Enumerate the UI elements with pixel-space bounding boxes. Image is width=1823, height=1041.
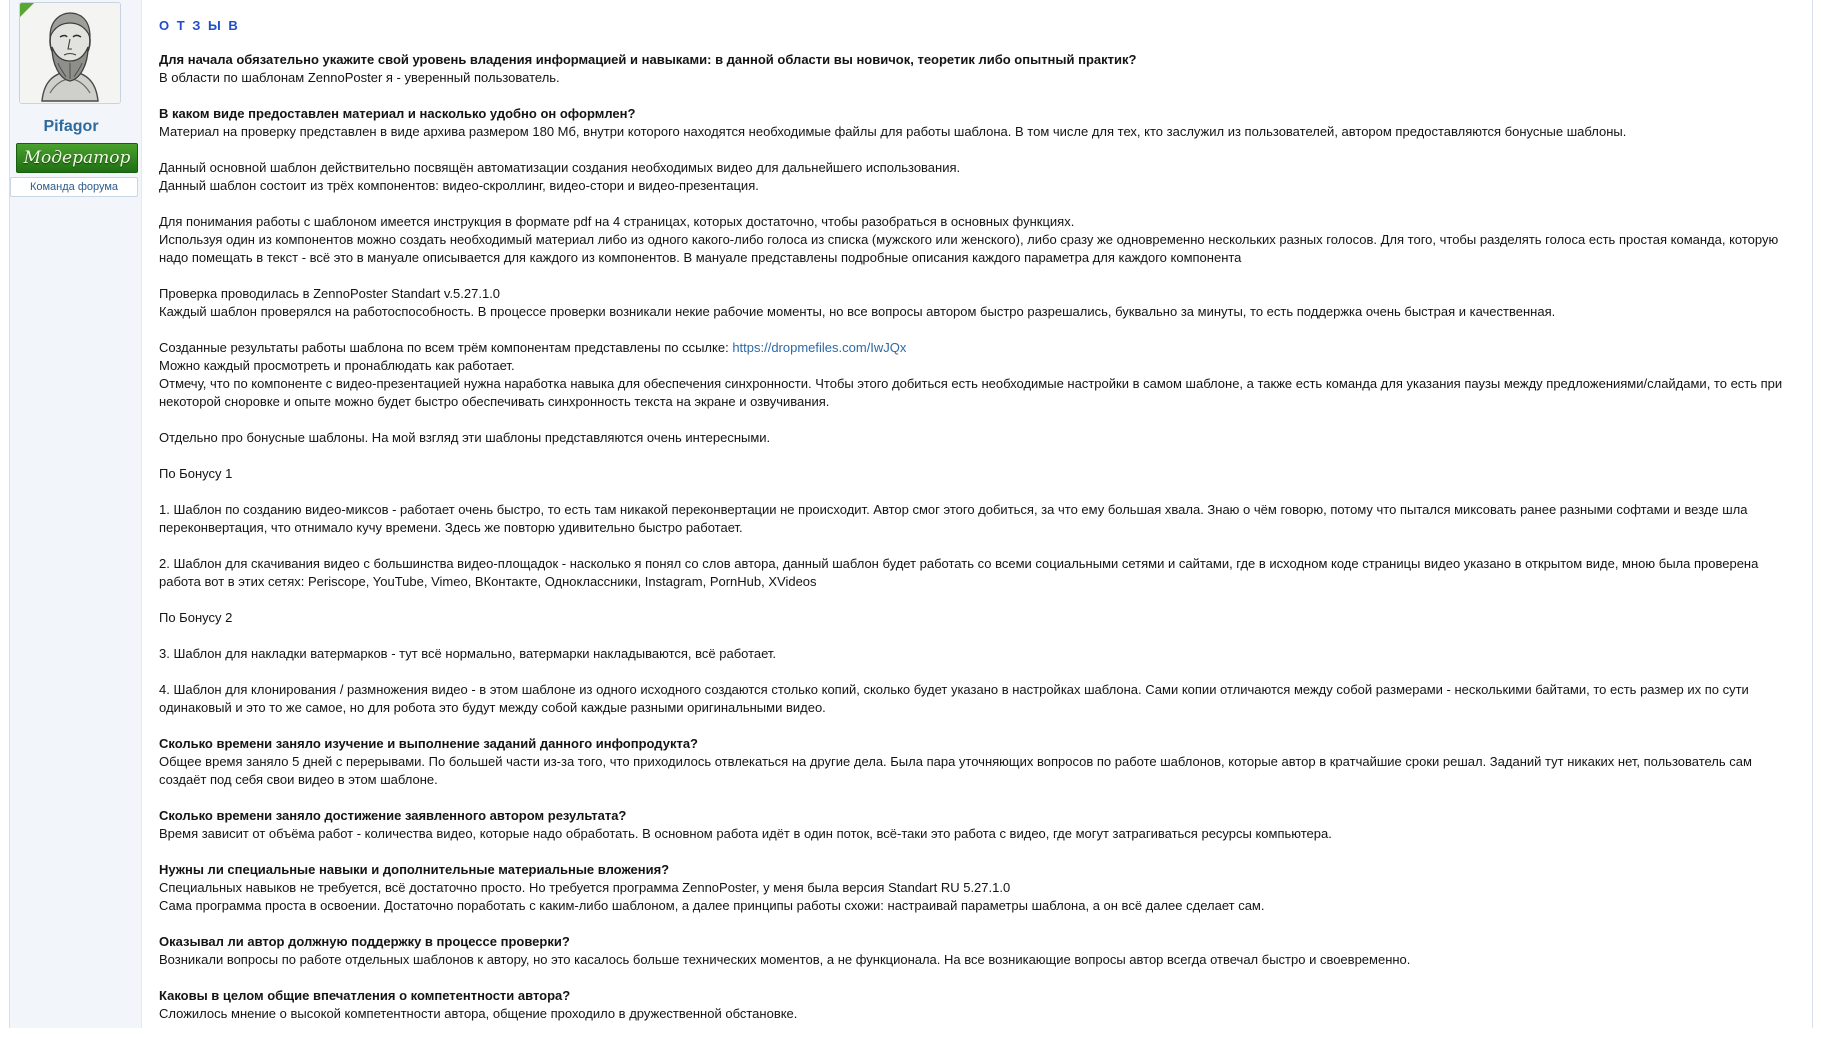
group-badge: Команда форума bbox=[10, 177, 138, 197]
page-right-border bbox=[1812, 0, 1813, 1028]
text-line: Каждый шаблон проверялся на работоспособность. В процессе проверки возникали некие рабочие моменты, но все вопросы автором быстро разрешались, буквально за минуты, то есть поддержка очень быстрая и качественная. bbox=[159, 304, 1556, 319]
answer-text: Материал на проверку представлен в виде архива размером 180 Мб, внутри которого находятся необходимые файлы для работы шаблона. В том числе для тех, кто заслужил из пользователей, автором предоставляются бонусные шаблоны. bbox=[159, 124, 1627, 139]
text-line: 2. Шаблон для скачивания видео с большинства видео-площадок - насколько я понял со слов автора, данный шаблон будет работать со всеми социальными сетями и сайтами, где в исходном коде страницы видео указано в открытом виде, мною была проверена работа вот в этих сетях: Periscope, YouTube, Vimeo, ВКонтакте, Одноклассники, Instagram, PornHub, XVideos bbox=[159, 556, 1759, 589]
text-line: Проверка проводилась в ZennoPoster Standart v.5.27.1.0 bbox=[159, 286, 501, 301]
question-text: Каковы в целом общие впечатления о компетентности автора? bbox=[159, 988, 571, 1003]
post-body bbox=[159, 14, 1789, 1041]
text-line: Для понимания работы с шаблоном имеется инструкция в формате pdf на 4 страницах, которых достаточно, чтобы разобраться в основных функциях. bbox=[159, 214, 1075, 229]
text-line: По Бонусу 1 bbox=[159, 466, 233, 481]
text-line: 4. Шаблон для клонирования / размножения видео - в этом шаблоне из одного исходного создаются столько копий, сколько будет указано в настройках шаблона. Сами копии отличаются между собой размерами - несколькими байтами, то есть размер их по сути одинаковый и это то же самое, но для робота это будут между собой каждые разными оригинальными видео. bbox=[159, 682, 1749, 715]
question-text: Сколько времени заняло изучение и выполнение заданий данного инфопродукта? bbox=[159, 736, 698, 751]
text-line: Отмечу, что по компоненте с видео-презентацией нужна наработка навыка для обеспечения синхронности. Чтобы этого добиться есть необходимые настройки в самом шаблоне, а также есть команда для указания паузы между предложениями/слайдами, то есть при некоторой сноровке и опыте можно будет быстро обеспечивать синхронность текста на экране и озвучивания. bbox=[159, 376, 1783, 409]
qa-result-time bbox=[159, 807, 1789, 843]
role-banner: Модератор bbox=[16, 143, 138, 173]
philosopher-bust-icon bbox=[20, 3, 120, 103]
question-text: Оказывал ли автор должную поддержку в процессе проверки? bbox=[159, 934, 570, 949]
answer-text: В области по шаблонам ZennoPoster я - уверенный пользователь. bbox=[159, 70, 560, 85]
question-text: Нужны ли специальные навыки и дополнительные материальные вложения? bbox=[159, 862, 670, 877]
post-title: О Т З Ы В bbox=[159, 18, 240, 33]
qa-level bbox=[159, 51, 1789, 87]
text-line: 1. Шаблон по созданию видео-миксов - работает очень быстро, то есть там никакой переконвертации не происходит. Автор смог этого добиться, за что ему большая хвала. Знаю о чём говорю, потому что пытался миксовать ранее разными софтами и везде шла переконвертация, что отнимало кучу времени. Здесь же повторю удивительно быстро работает. bbox=[159, 502, 1748, 535]
paragraph-instruction bbox=[159, 213, 1789, 267]
avatar-status-corner bbox=[20, 3, 34, 17]
qa-impressions bbox=[159, 987, 1789, 1023]
text-line: Используя один из компонентов можно создать необходимый материал либо из одного какого-либо голоса из списка (мужского или женского), либо сразу же одновременно нескольких разных голосов. Для того, чтобы разделять голоса есть простая команда, которую надо помещать в текст - всё это в мануале описывается для каждого из компонентов. В мануале представлены подробные описания каждого параметра для каждого компонента bbox=[159, 232, 1779, 265]
paragraph-testing bbox=[159, 285, 1789, 321]
bonus2-heading bbox=[159, 609, 1789, 627]
results-link[interactable]: https://dropmefiles.com/IwJQx bbox=[732, 340, 907, 355]
qa-support bbox=[159, 933, 1789, 969]
paragraph-results bbox=[159, 339, 1789, 411]
answer-text: Сама программа проста в освоении. Достаточно поработать с каким-либо шаблоном, а далее принципы работы схожи: настраивай параметры шаблона, а он всё далее сделает сам. bbox=[159, 898, 1265, 913]
qa-material bbox=[159, 105, 1789, 141]
answer-text: Возникали вопросы по работе отдельных шаблонов к автору, но это касалось больше технических моментов, а не функционала. На все возникающие вопросы автор всегда отвечал быстро и своевременно. bbox=[159, 952, 1411, 967]
answer-text: Время зависит от объёма работ - количества видео, которые надо обработать. В основном работа идёт в один поток, всё-таки это работа с видео, где могут затрагиваться ресурсы компьютера. bbox=[159, 826, 1332, 841]
avatar[interactable] bbox=[19, 2, 121, 104]
author-username[interactable]: Pifagor bbox=[43, 118, 99, 135]
question-text: В каком виде предоставлен материал и насколько удобно он оформлен? bbox=[159, 106, 636, 121]
text-line: Отдельно про бонусные шаблоны. На мой взгляд эти шаблоны представляются очень интересными. bbox=[159, 430, 771, 445]
paragraph-bonus-intro bbox=[159, 429, 1789, 447]
qa-skills bbox=[159, 861, 1789, 915]
bonus2-item-3 bbox=[159, 645, 1789, 663]
bonus1-heading bbox=[159, 465, 1789, 483]
answer-text: Специальных навыков не требуется, всё достаточно просто. Но требуется программа ZennoPoster, у меня была версия Standart RU 5.27.1.0 bbox=[159, 880, 1011, 895]
paragraph-template-overview bbox=[159, 159, 1789, 195]
qa-time-spent bbox=[159, 735, 1789, 789]
answer-text: Общее время заняло 5 дней с перерывами. По большей части из-за того, что приходилось отвлекаться на другие дела. Была пара уточняющих вопросов по работе шаблонов, которые автор в кратчайшие сроки решал. Заданий тут никаких нет, пользователь сам создаёт под себя свои видео в этом шаблоне. bbox=[159, 754, 1752, 787]
text-line bbox=[159, 339, 1789, 357]
bonus1-item-2 bbox=[159, 555, 1789, 591]
text-line: Данный основной шаблон действительно посвящён автоматизации создания необходимых видео для дальнейшего использования. bbox=[159, 160, 961, 175]
answer-text: Сложилось мнение о высокой компетентности автора, общение проходило в дружественной обстановке. bbox=[159, 1006, 798, 1021]
post-author-sidebar bbox=[10, 0, 142, 1028]
bonus2-item-4 bbox=[159, 681, 1789, 717]
bonus1-item-1 bbox=[159, 501, 1789, 537]
text-line: По Бонусу 2 bbox=[159, 610, 233, 625]
question-text: Для начала обязательно укажите свой уровень владения информацией и навыками: в данной области вы новичок, теоретик либо опытный практик? bbox=[159, 52, 1137, 67]
results-prefix: Созданные результаты работы шаблона по всем трём компонентам представлены по ссылке: bbox=[159, 340, 733, 355]
question-text: Сколько времени заняло достижение заявленного автором результата? bbox=[159, 808, 627, 823]
text-line: Данный шаблон состоит из трёх компонентов: видео-скроллинг, видео-стори и видео-презентация. bbox=[159, 178, 759, 193]
text-line: Можно каждый просмотреть и пронаблюдать как работает. bbox=[159, 358, 515, 373]
text-line: 3. Шаблон для накладки ватермарков - тут всё нормально, ватермарки накладываются, всё работает. bbox=[159, 646, 777, 661]
